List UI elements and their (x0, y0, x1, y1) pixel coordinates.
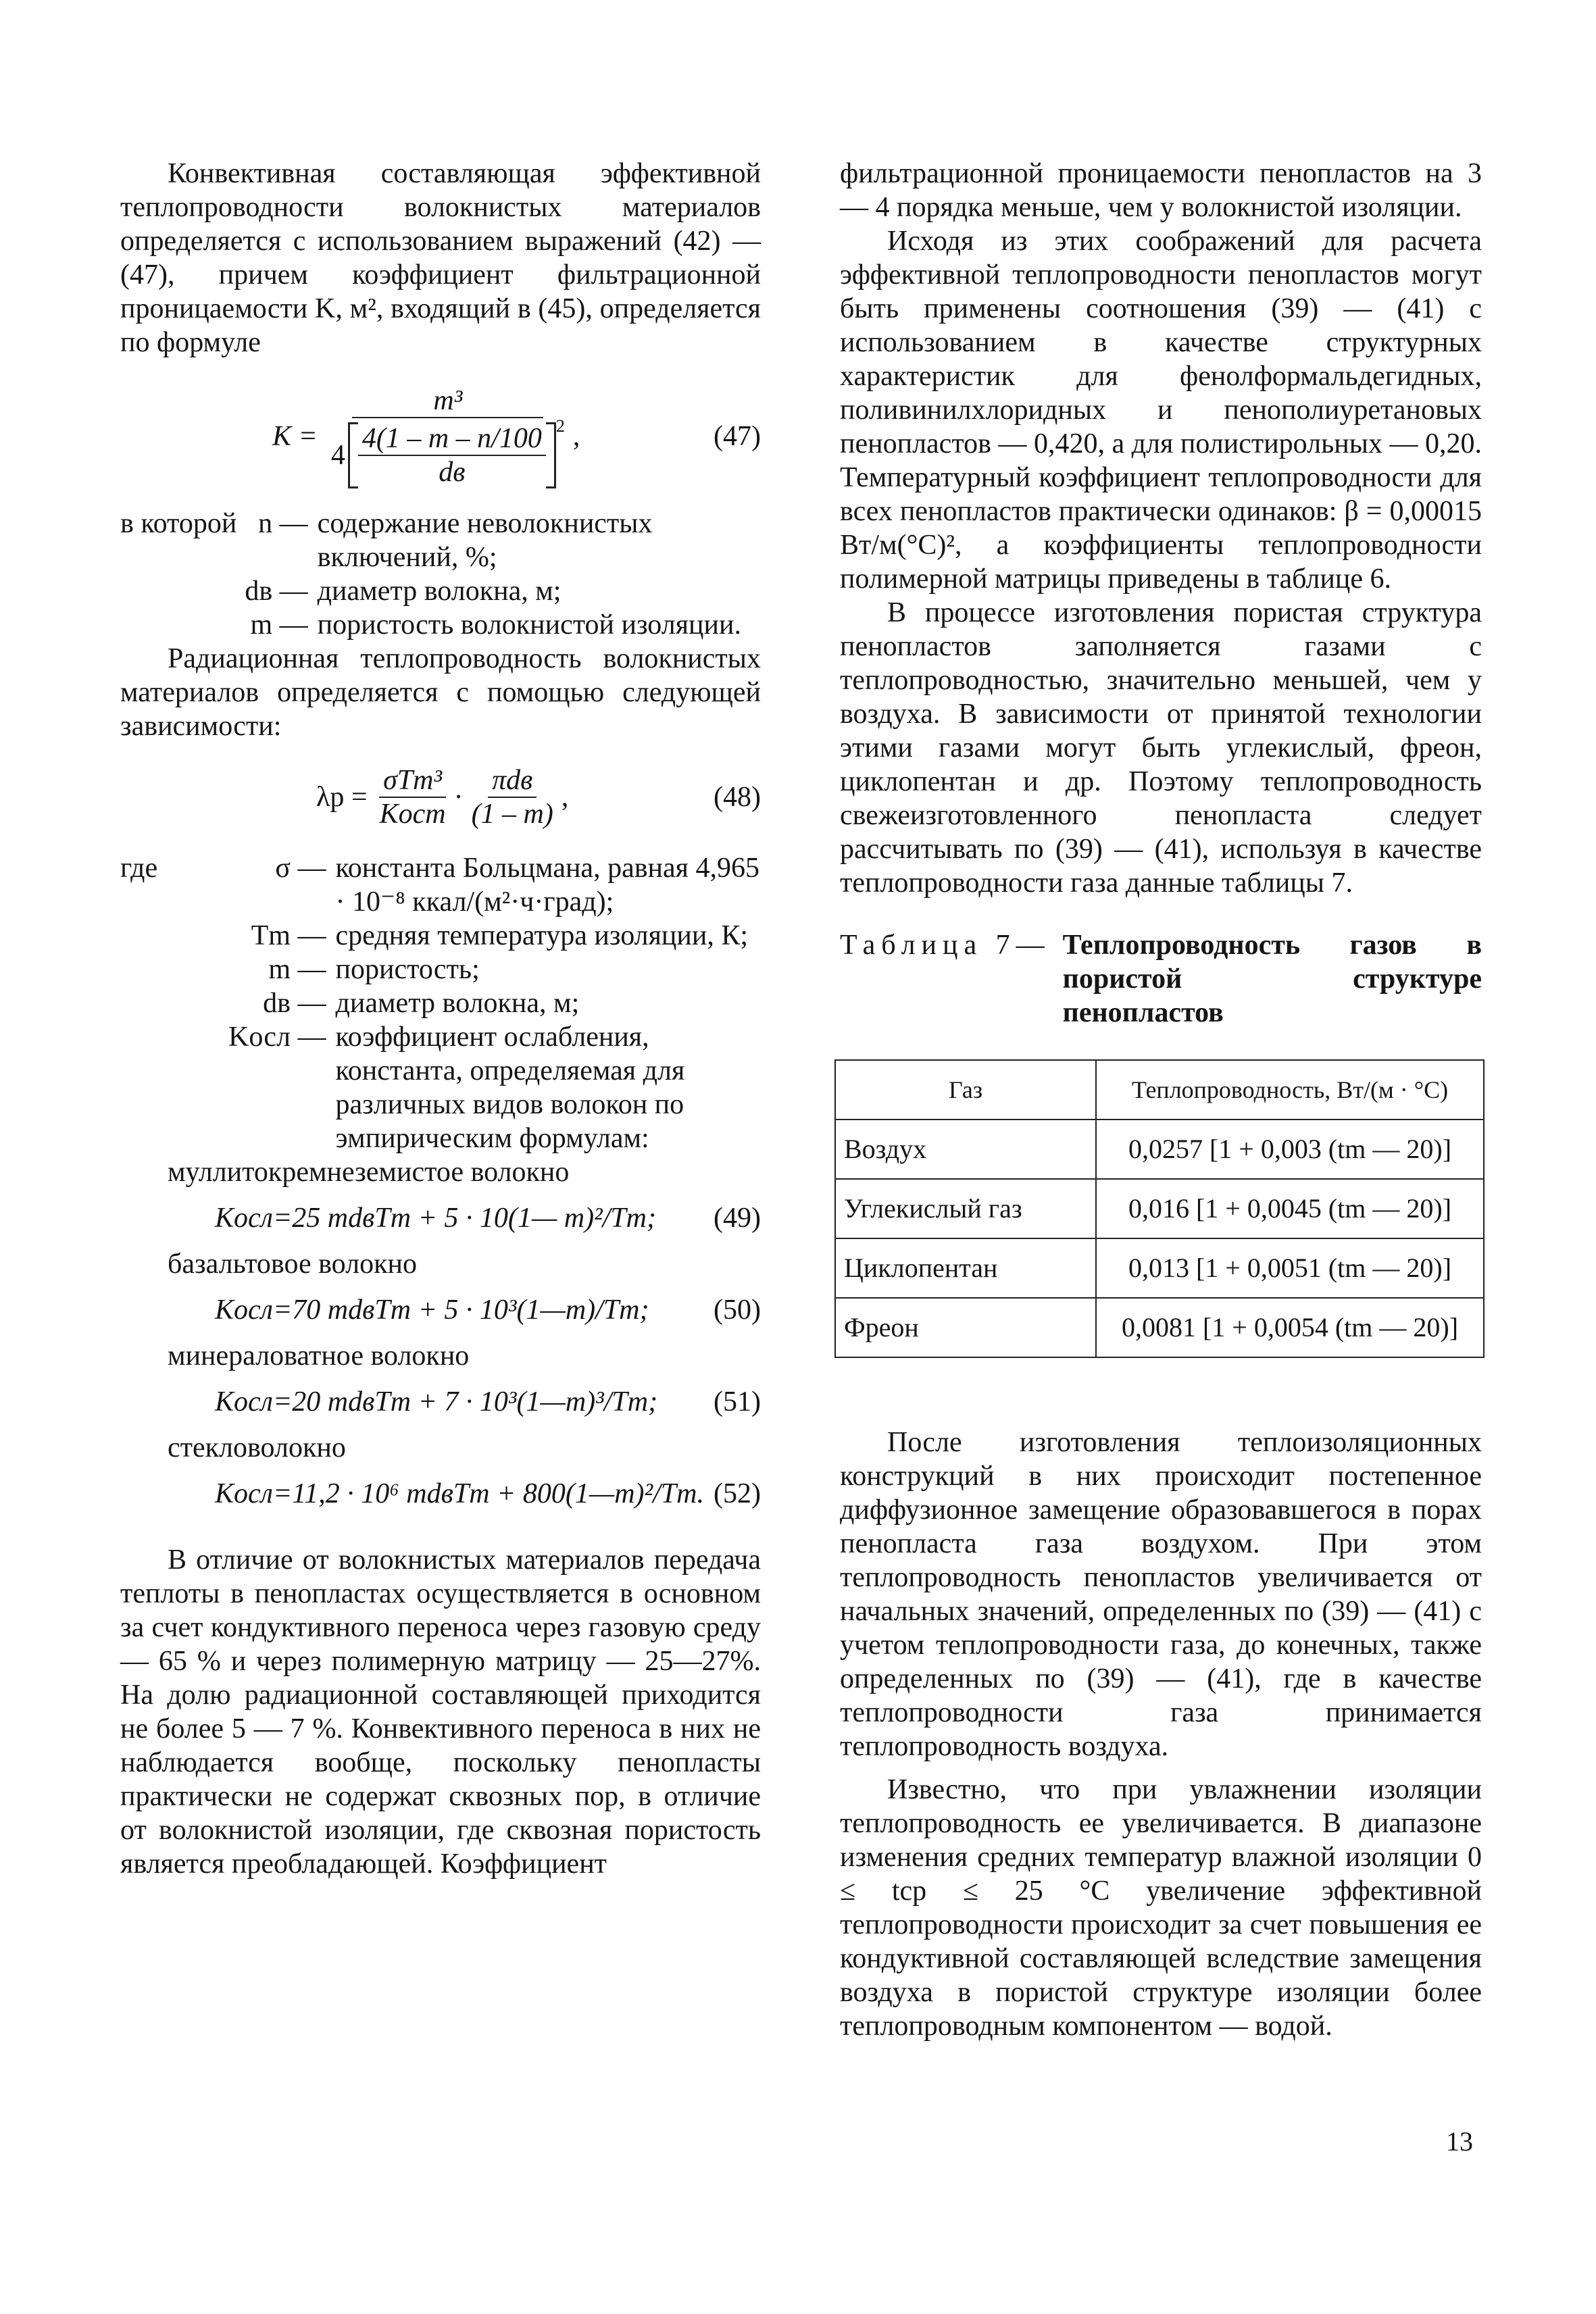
def-text: содержание неволокнистых включений, %; (317, 508, 653, 573)
table-cell-value: 0,016 [1 + 0,0045 (tm — 20)] (1096, 1179, 1484, 1238)
def-text: диаметр волокна, м; (317, 576, 562, 607)
paragraph: Исходя из этих соображений для расчета эффективной теплопроводности пенопластов могут быть применены соотношения (39) — (41) с использованием в качестве структурных характеристик для фенолформальдегидных, поливинилхлоридных и пенополиуретановых пенопластов — 0,420, а для полистирольных — 0,20. Температурный коэффициент теплопроводности для всех пенопластов практически одинаков: β = 0,00015 Вт/м(°С)², а коэффициенты теплопроводности полимерной матрицы приведены в таблице 6. (840, 226, 1482, 595)
eq47-inner-num: 4(1 – m – n/100 (358, 422, 546, 456)
def-symbol: σ — (275, 853, 326, 884)
eq48-f1-den: Kост (379, 799, 446, 830)
def-symbol: dв — (263, 988, 326, 1019)
eq47-number: (47) (714, 421, 761, 452)
eq49-body: Kосл=25 mdвTm + 5 · 10(1— m)²/Tm; (215, 1203, 656, 1234)
eq47-denominator: 4 $\frac{4(1 - m - n/100}{dв}$ 2 (330, 416, 565, 488)
def-symbol: Kосл — (228, 1022, 326, 1053)
formula-label: муллитокремнеземистое волокно (168, 1157, 570, 1188)
def-symbol: n — (258, 508, 308, 539)
eq50-number: (50) (714, 1294, 761, 1326)
eq47-coef: 4 (330, 440, 345, 471)
table-caption (840, 928, 1482, 1030)
paragraph: После изготовления теплоизоляционных конструкций в них происходит постепенное диффузионное замещение образовавшегося в порах пенопласта газа воздухом. При этом теплопроводность пенопластов увеличивается от начальных значений, определенных по (39) — (41) с учетом теплопроводности газа, до конечных, также определенных по (39) — (41), где в качестве теплопроводности газа принимается теплопроводность воздуха. (840, 1427, 1482, 1762)
page-number: 13 (1446, 2126, 1473, 2157)
eq47-fraction (327, 384, 569, 488)
eq52-body: Kосл=11,2 · 10⁶ mdвTm + 800(1—m)²/Tm. (215, 1478, 704, 1509)
eq48-definitions (120, 851, 761, 1155)
paragraph: Радиационная теплопроводность волокнистых материалов определяется с помощью следующей зависимости: (120, 643, 761, 742)
eq51-body: Kосл=20 mdвTm + 7 · 10³(1—m)³/Tm; (215, 1386, 658, 1417)
def-text: средняя температура изоляции, К; (335, 920, 749, 951)
equation-52 (120, 1465, 761, 1523)
table-cell-gas: Фреон (835, 1298, 1096, 1357)
paragraph: Известно, что при увлажнении изоляции теплопроводность ее увеличивается. В диапазоне изменения средних температур влажной изоляции 0 ≤ tср ≤ 25 °С увеличение эффективной теплопроводности происходит за счет повышения ее кондуктивной составляющей вследствие замещения воздуха в пористой структуре изоляции более теплопроводным компонентом — водой. (840, 1774, 1482, 2042)
eq48-dot: · (453, 782, 464, 813)
eq48-tail: , (561, 782, 569, 813)
equation-47 (120, 369, 761, 504)
right-column (840, 157, 1482, 2043)
eq47-tail: , (572, 421, 580, 452)
table-row (835, 1179, 1484, 1238)
equation-49 (120, 1189, 761, 1247)
formula-label: стекловолокно (168, 1432, 346, 1463)
def-text: пористость; (335, 954, 480, 985)
left-column (120, 157, 761, 1881)
table-label: Таблица 7— (840, 930, 1051, 961)
defs-intro: где (120, 853, 158, 884)
eq48-lhs: λр = (316, 782, 368, 813)
table-cell-gas: Воздух (835, 1120, 1096, 1179)
formula-label: минераловатное волокно (168, 1340, 470, 1372)
paragraph: В процессе изготовления пористая структура пенопластов заполняется газами с теплопроводностью, значительно меньшей, чем у воздуха. В зависимости от принятой технологии этими газами могут быть углекислый, фреон, циклопентан и др. Поэтому теплопроводность свежеизготовленного пенопласта следует рассчитывать по (39) — (41), используя в качестве теплопроводности газа данные таблицы 7. (840, 597, 1482, 899)
table-header: Теплопроводность, Вт/(м · °С) (1096, 1060, 1484, 1120)
equation-48 (120, 743, 761, 851)
eq49-number: (49) (714, 1203, 761, 1234)
def-text: константа Больцмана, равная 4,965 · 10⁻⁸ ккал/(м²·ч·град); (335, 853, 759, 917)
def-symbol: dв — (245, 576, 308, 607)
table-cell-value: 0,0081 [1 + 0,0054 (tm — 20)] (1096, 1298, 1484, 1357)
eq47-inner-den: dв (439, 457, 466, 488)
eq50-body: Kосл=70 mdвTm + 5 · 10³(1—m)/Tm; (215, 1294, 649, 1326)
eq47-definitions (120, 507, 761, 642)
eq47-bracket (348, 422, 556, 488)
table-header: Газ (835, 1060, 1096, 1120)
def-text: коэффициент ослабления, константа, определяемая для различных видов волокон по эмпирическим формулам: (335, 1022, 685, 1154)
def-symbol: Tm — (251, 920, 326, 951)
def-symbol: m — (250, 609, 308, 640)
table-row (835, 1238, 1484, 1298)
paragraph: В отличие от волокнистых материалов передача теплоты в пенопластах осуществляется в основном за счет кондуктивного переноса через газовую среду — 65 % и через полимерную матрицу — 25—27%. На долю радиационной составляющей приходится не более 5 — 7 %. Конвективного переноса в них не наблюдается вообще, поскольку пенопласты практически не содержат сквозных пор, в отличие от волокнистой изоляции, где сквозная пористость является преобладающей. Коэффициент (120, 1544, 761, 1880)
table-row (835, 1120, 1484, 1179)
eq52-number: (52) (714, 1478, 761, 1509)
table-header-row (835, 1060, 1484, 1120)
table-title: Теплопроводность газов в пористой структуре пенопластов (1062, 930, 1482, 1028)
formula-label: базальтовое волокно (168, 1249, 417, 1280)
equation-50 (120, 1281, 761, 1339)
defs-intro: в которой (120, 508, 237, 539)
table-cell-value: 0,0257 [1 + 0,003 (tm — 20)] (1096, 1120, 1484, 1179)
def-text: диаметр волокна, м; (335, 988, 580, 1019)
paragraph: Конвективная составляющая эффективной теплопроводности волокнистых материалов определяется с использованием выражений (42) — (47), причем коэффициент фильтрационной проницаемости K, м², входящий в (45), определяется по формуле (120, 158, 761, 358)
equation-51 (120, 1373, 761, 1431)
table-cell-gas: Углекислый газ (835, 1179, 1096, 1238)
table-row (835, 1298, 1484, 1357)
eq47-lhs: K = (272, 421, 318, 452)
gas-conductivity-table (834, 1059, 1485, 1358)
eq48-f1-num: σTm³ (379, 764, 446, 798)
eq48-number: (48) (714, 782, 761, 813)
eq48-f2-num: πdв (488, 764, 537, 798)
def-symbol: m — (268, 954, 326, 985)
eq48-f2-den: (1 – m) (471, 799, 553, 830)
table-cell-gas: Циклопентан (835, 1238, 1096, 1298)
def-text: пористость волокнистой изоляции. (317, 609, 741, 640)
eq51-number: (51) (714, 1386, 761, 1417)
table-cell-value: 0,013 [1 + 0,0051 (tm — 20)] (1096, 1238, 1484, 1298)
paragraph: фильтрационной проницаемости пенопластов на 3 — 4 порядка меньше, чем у волокнистой изоляции. (840, 158, 1482, 223)
eq47-numerator: m³ (352, 384, 543, 418)
